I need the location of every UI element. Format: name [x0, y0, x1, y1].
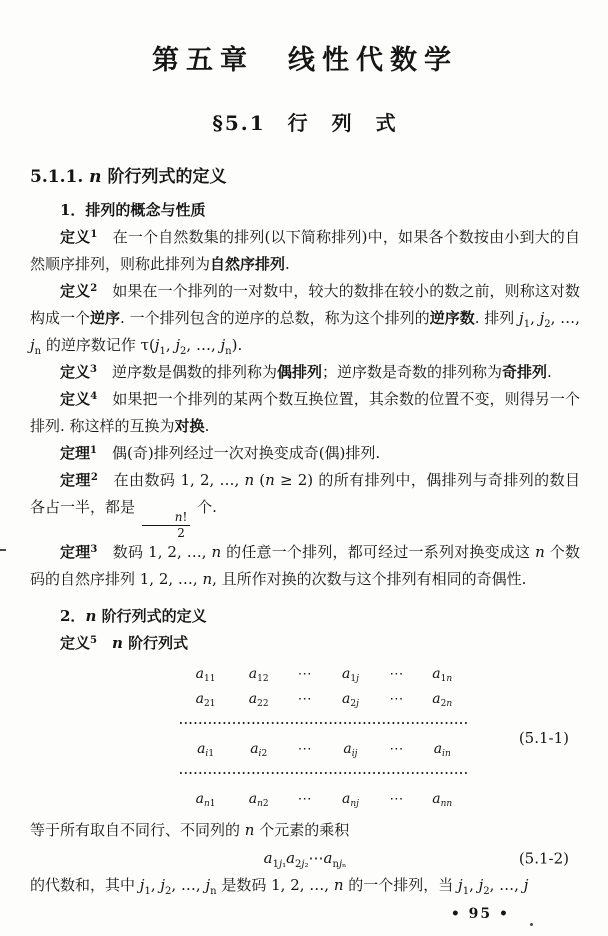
determinant-matrix: [172, 659, 469, 813]
section-title: §5.1 行 列 式: [212, 111, 398, 135]
matrix-row: [179, 786, 469, 811]
paragraph-theorem-1: 定理$^1$ 偶(奇)排列经过一次对换变成奇(偶)排列.: [60, 444, 381, 462]
subsection-title: 5.1.1. n 阶行列式的定义: [30, 167, 227, 187]
matrix-ellipsis-row: ····························································: [179, 767, 469, 781]
scan-artifact: [0, 549, 6, 551]
matrix-cell: $a_{i2}$: [250, 740, 268, 759]
chapter-title: 第五章 线性代数学: [152, 45, 458, 76]
matrix-cell: $a_{i1}$: [197, 740, 215, 759]
paragraph-theorem-2: 定理$^2$ 在由数码 1, 2, …, n (n ≥ 2) 的所有排列中，偶排列与奇排列的数目各占一半，都是 $\frac{n!}{2}$ 个.: [30, 471, 580, 540]
matrix-row: [179, 661, 469, 686]
list-item-2-heading: 2．n 阶行列式的定义: [60, 607, 207, 626]
paragraph-definition-4: 定义$^4$ 如果把一个排列的某两个数互换位置，其余数的位置不变，则得另一个排列. 称这样的互换为对换.: [30, 390, 580, 435]
matrix-cell: $a_{n2}$: [248, 790, 269, 809]
paragraph-product-lead: 等于所有取自不同行、不同列的 n 个元素的乘积: [30, 821, 350, 840]
matrix-cell: ⋯: [297, 665, 312, 682]
product-formula-line: [30, 845, 580, 872]
paragraph-definition-2: 定义$^2$ 如果在一个排列的一对数中，较大的数排在较小的数之前，则称这对数构成一个逆序. 一个排列包含的逆序的总数，称为这个排列的逆序数. 排列 $j_1$, $j_2$, …, $j_n$ 的逆序数记作 $\tau(j_1$, $j_2$, …, $j_n$).: [30, 282, 580, 357]
matrix-cell: $a_{12}$: [248, 665, 269, 684]
matrix-cell: ⋯: [297, 690, 312, 707]
matrix-cell: $a_{ij}$: [343, 740, 358, 759]
matrix-cell: $a_{2n}$: [432, 690, 453, 709]
matrix-cell: $a_{1n}$: [432, 665, 453, 684]
matrix-cell: ⋯: [297, 740, 312, 757]
matrix-cell: $a_{11}$: [195, 665, 216, 684]
product-formula: $a_{1j_1}a_{2j_2}\cdots a_{nj_n}$: [263, 849, 347, 871]
matrix-ellipsis-row: ····························································: [179, 717, 469, 731]
equation-label-5-1-2: (5.1-2): [518, 849, 569, 868]
definition-5-heading: 定义$^5$ n 阶行列式: [60, 634, 189, 653]
list-item-1-heading: 1．排列的概念与性质: [60, 201, 206, 219]
matrix-cell: $a_{nj}$: [341, 790, 359, 809]
matrix-cell: $a_{1j}$: [342, 665, 359, 684]
matrix-cell: ⋯: [389, 740, 404, 757]
determinant-rows: [172, 659, 476, 813]
matrix-cell: $a_{in}$: [433, 740, 451, 759]
matrix-cell: $a_{nn}$: [432, 790, 453, 809]
equation-label-5-1-1: (5.1-1): [518, 729, 569, 748]
matrix-cell: ⋯: [389, 790, 404, 807]
matrix-cell: ⋯: [297, 790, 312, 807]
matrix-cell: $a_{22}$: [248, 690, 269, 709]
page-number: • 95 •: [450, 906, 510, 922]
paragraph-theorem-3: 定理$^3$ 数码 1, 2, …, n 的任意一个排列，都可经过一系列对换变成这 n 个数码的自然序排列 1, 2, …, n, 且所作对换的次数与这个排列有相同的奇偶性.: [30, 543, 580, 589]
scan-artifact: [530, 923, 533, 926]
paragraph-definition-3: 定义$^3$ 逆序数是偶数的排列称为偶排列；逆序数是奇数的排列称为奇排列.: [60, 363, 552, 381]
matrix-cell: $a_{21}$: [195, 690, 216, 709]
paragraph-algebraic-sum-tail: 的代数和，其中 $j_1$, $j_2$, …, $j_n$ 是数码 1, 2, …, n 的一个排列，当 $j_1$, $j_2$, …, j: [30, 876, 529, 898]
matrix-row: [179, 736, 469, 761]
matrix-cell: ⋯: [389, 690, 404, 707]
determinant-equation-block: [30, 659, 580, 817]
paragraph-definition-1: 定义$^1$ 在一个自然数集的排列(以下简称排列)中，如果各个数按由小到大的自然顺序排列，则称此排列为自然序排列.: [30, 228, 580, 273]
matrix-row: [179, 686, 469, 711]
matrix-cell: $a_{2j}$: [342, 690, 359, 709]
matrix-cell: ⋯: [389, 665, 404, 682]
matrix-cell: $a_{n1}$: [195, 790, 216, 809]
